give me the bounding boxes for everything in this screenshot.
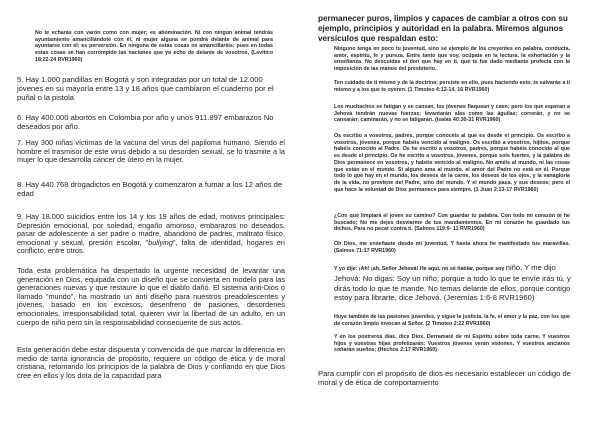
intro-heading: permanecer puros, limpios y capaces de cambiar a otros con su ejemplo, principios y autoridad en la palabra. Miremos algunos versículos que respaldan esto: xyxy=(318,14,568,43)
closing-paragraph: Para cumplir con el propósito de dios es necesario establecer un código de moral y de ética de comportamiento xyxy=(318,369,571,387)
quote-huye: Huye también de las pasiones juveniles, y sigue la justicia, la fe, el amor y la paz, con los que de corazón limpio invocan al Señor. (2 Timoteo 2:22 RVR1960) xyxy=(334,314,570,327)
item-7: 7. Hay 300 niñas víctimas de la vacuna del virus del papiloma humano. Siendo el hombre el trasmisor de este virus debido a su desorden sexual, se lo trasmite a la mujer lo que desarrolla cáncer de útero en la mujer. xyxy=(17,138,285,165)
paragraph-esta-generacion: Esta generación debe estar dispuesta y convencida de que marcar la diferencia en medio de tanta ignorancia de propósito, requiere un código de ética y de moral cristiana, retomando los principios de la palabra de Dios y confiando en que Dios cree en ellos y los dota de la capacidad para xyxy=(17,345,285,380)
quote-yo-dije xyxy=(334,263,572,303)
item-9-italic: bullying xyxy=(148,237,173,247)
quote-con-que: ¿Con qué limpiará el joven su camino? Con guardar tu palabra. Con todo mi corazón te he buscado; No me dejes desviarme de tus mandamientos. En mi corazón he guardado tus dichos, Para no pecar contra ti. (Salmos 119:9- 11 RVR1960) xyxy=(334,213,570,233)
quote-yo-dije-small: Y yo dije: ¡Ah! ¡ah, Señor Jehová! He aquí, no sé hablar, porque soy xyxy=(334,266,506,272)
quote-ten-cuidado: Ten cuidado de ti mismo y de la doctrina; persiste en ello, pues haciendo esto, te salvarás a ti mismo y a los que te oyeren. (1 Timoteo 4:12-14, 16 RVR1960) xyxy=(334,80,570,93)
quote-yo-dije-large: niño. Y me dijo Jehová: No digas: Soy un niño; porque a todo lo que te envíe irás tú, y dirás todo lo que te mande. No temas delante de ellos, porque contigo estoy para librarte, dice Jehová. (Jeremías 1:6-8 RVR1960) xyxy=(334,263,571,303)
quote-os-escribo: Os escribo a vosotros, padres, porque conocéis al que es desde el principio. Os escribo a vosotros, jóvenes, porque habéis vencido al maligno. Os escribo a vosotros, hijitos, porque habéis conocido al Padre. Os he escrito a vosotros, padres, porque habéis conocido al que es desde el principio. Os he escrito a vosotros, jóvenes, porque sois fuertes, y la palabra de Dios permanece en vosotros, y habéis vencido al maligno. No améis al mundo, ni las cosas que están en el mundo. Si alguno ama al mundo, el amor del Padre no está en él. Porque todo lo que hay en el mundo, los deseos de la carne, los deseos de los ojos, y la vanagloria de la vida, no proviene del Padre, sino del mundo. Y el mundo pasa, y sus deseos; pero el que hace la voluntad de Dios permanece para siempre. (1 Juan 2:13-17 RVR1960) xyxy=(334,133,570,193)
quote-ninguno: Ninguno tenga en poco tu juventud, sino sé ejemplo de los creyentes en palabra, conducta, amor, espíritu, fe y pureza. Entre tanto que voy, ocúpate en la lectura, la exhortación y la enseñanza. No descuides el don que hay en ti, que te fue dado mediante profecía con la imposición de las manos del presbiterio. xyxy=(334,46,570,73)
item-5: 5. Hay 1.000 pandillas en Bogotá y son integradas por un total de 12.000 jóvenes en su mayoría entre 13 y 18 años que cambiaron el cuaderno por el puñal o la pistola xyxy=(17,75,274,102)
paragraph-toda-esta: Toda esta problemática ha despertado la urgente necesidad de levantar una generación en Dios, equipada con un diseño que se convierta en modelo para las generaciones nuevas y que restaure lo que el diablo dañó. El sistema anti-Dios o llamado "mundo", ha mostrado un anti diseño para nuestros preadolescentes y jóvenes, basado en los excesos, desenfreno de pasiones, desordenes emocionales, irresponsabilidad total, quieren vivir la libertad de un adulto, en un cuerpo de niño pero sin la responsabilidad consecuente de sus actos. xyxy=(17,266,285,327)
quote-levitico: No te echarás con varón como con mujer; es abominación. Ni con ningún animal tendrás ayuntamiento amancillándote con él, ni mujer alguna se pondrá delante de animal para ayuntarse con él; es perversión. En ninguna de estas cosas os amancillaréis; pues en todas estas cosas se han corrompido las naciones que yo echo de delante de vosotros, (Levítico 18:22-24 RVR1960) xyxy=(35,30,273,63)
item-9-text-end: ", falta de identidad, hogares en conflicto, entre otros. xyxy=(17,237,285,256)
item-9-text: 9. Hay 18.000 suicidios entre los 14 y los 19 años de edad, motivos principales: Depresión emocional, por soledad, engaño amoroso, embarazos no deseados, pasar de adolescente a ser padre o madre, abandono de padres, maltrato físico, emocional y sexual, presión escolar, " xyxy=(17,212,285,247)
quote-muchachos: Los muchachos se fatigan y se cansan, los jóvenes flaquean y caen; pero los que esperan a Jehová tendrán nuevas fuerzas; levantarán alas como las águilas; correrán, y no se cansarán; caminarán, y no se fatigarán. (Isaías 40:30-31 RVR1960) xyxy=(334,104,570,124)
item-6: 6. Hay 400.000 abortos en Colombia por año y unos 911.897 embarazos No deseados por año. xyxy=(17,113,274,131)
item-8: 8. Hay 440.768 drogadictos en Bogotá y comenzaron a fumar a los 12 años de edad xyxy=(17,180,283,198)
item-9 xyxy=(17,213,285,256)
quote-oh-dios: Oh Dios, me enseñaste desde mi juventud, Y hasta ahora he manifestado tus maravillas. (Salmos 71:17 RVR1960) xyxy=(334,241,570,254)
quote-postreros: Y en los postreros días, dice Dios, Derramaré de mi Espíritu sobre toda carne, Y vuestros hijos y vuestras hijas profetizarán; Vuestros jóvenes verán visiones, Y vuestros ancianos soñarán sueños; (Hechos 2:17 RVR1960) xyxy=(334,334,570,354)
